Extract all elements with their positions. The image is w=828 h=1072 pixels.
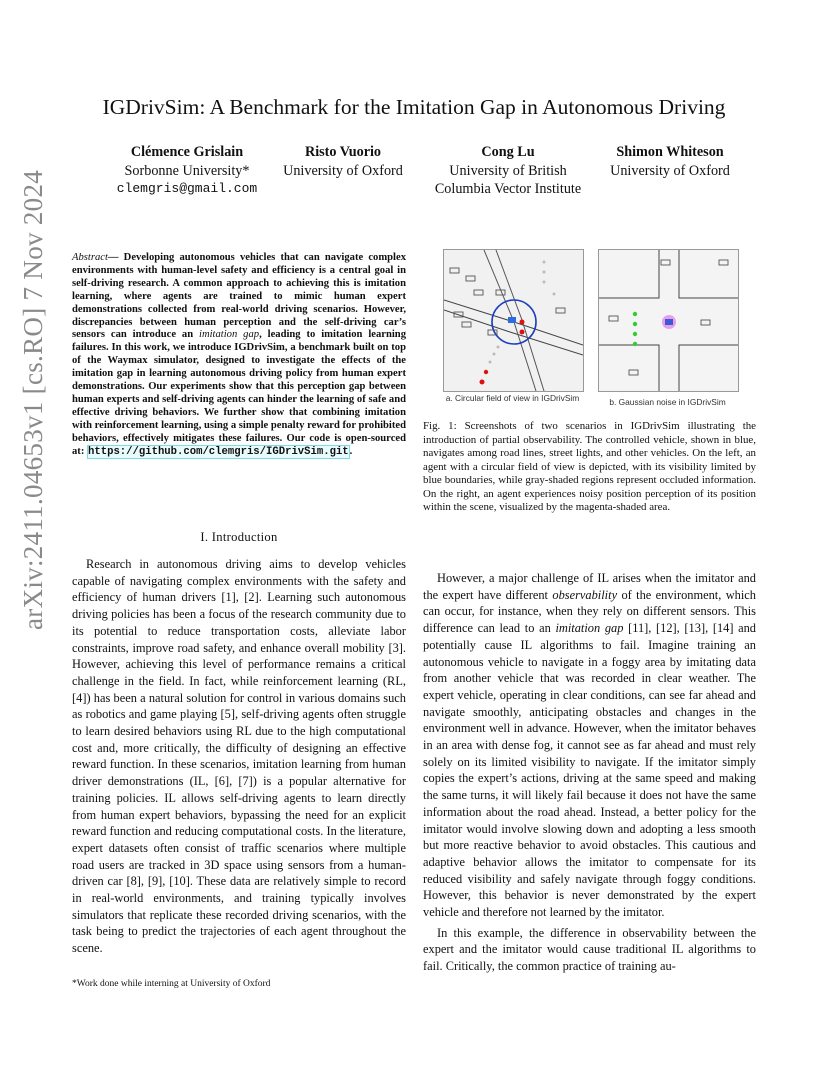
figure-panel-b (598, 249, 739, 392)
footnote: *Work done while interning at University of Oxford (72, 979, 271, 989)
figure-caption: Fig. 1: Screenshots of two scenarios in IGDrivSim illustrating the introduction of partial observability. The controlled vehicle, shown in blue, navigates among road lines, street lights, and other vehicles. On the left, an agent with a circular field of view is depicted, with its visibility limited by blue boundaries, while gray-shaded regions represent occluded information. On the right, an agent experiences noisy position perception of its position within the scene, visualized by the magenta-shaded area. (423, 420, 756, 513)
figure-panel-a (443, 249, 584, 392)
author-affiliation: University of Oxford (610, 162, 730, 179)
paragraph-2 (423, 570, 756, 921)
author-affiliation: University of Oxford (283, 162, 403, 179)
author-affiliation: University of British (449, 162, 567, 179)
subcaption-b: b. Gaussian noise in IGDrivSim (609, 397, 726, 407)
author-email: clemgris@gmail.com (116, 181, 258, 196)
emphasis-imitation-gap: imitation gap (555, 621, 624, 636)
paragraph-text: However, a major challenge of IL arises when the imitator and the expert have different (423, 571, 756, 602)
arxiv-identifier: arXiv:2411.04653v1 [cs.RO] 7 Nov 2024 (18, 169, 48, 630)
author-affiliation: Sorbonne University* (124, 162, 250, 179)
author-3 (418, 143, 598, 199)
abstract-text-2: , leading to imitation learning failures. In this work, we introduce IGDrivSim, a benchmark built on top of the Waymax simulator, designed to investigate the effects of the imitation gap in learning autonomous driving policy from human expert demonstrations. Our experiments show that this perception gap between human experts and self-driving agents can hinder the learning of safe and effective driving behaviors. We further show that combining imitation with reinforcement learning, using a simple penalty reward for prohibited behaviors, effectively mitigates these failures. Our code is open-sourced at: (72, 329, 406, 457)
driving-scene-a (444, 250, 583, 391)
section-heading-introduction: I. Introduction (200, 530, 278, 544)
author-name: Risto Vuorio (304, 144, 382, 160)
author-2 (270, 143, 416, 180)
abstract-text-1: — Developing autonomous vehicles that can navigate complex environments with human-level safety and efficiency is a central goal in self-driving research. A common approach to achieving this is imitation learning, where agents are trained to mimic human expert demonstrations collected from real-world driving scenarios. However, discrepancies between human perception and the self-driving car’s sensors can introduce an (72, 252, 406, 341)
author-affiliation-2: Columbia Vector Institute (434, 181, 582, 197)
paragraph-text: of the environment, which can occur, for instance, when they rely on different sensors. This difference can lead to an (423, 587, 756, 636)
author-name: Shimon Whiteson (616, 144, 724, 160)
author-name: Clémence Grislain (130, 144, 244, 160)
abstract (72, 252, 406, 459)
emphasis-observability: observability (552, 587, 618, 602)
author-4 (600, 143, 740, 180)
subcaption-a: a. Circular field of view in IGDrivSim (445, 393, 580, 403)
paper-title: IGDrivSim: A Benchmark for the Imitation Gap in Autonomous Driving (102, 95, 726, 119)
intro-column-2 (423, 570, 756, 975)
author-1 (92, 143, 282, 199)
paragraph-text: [11], [12], [13], [14] and potentially cause IL algorithms to fail. Imagine training an autonomous vehicle to navigate in a foggy area by imitating data from another vehicle that was recorded in clear weather. The expert vehicle, operating in clear conditions, can see far ahead and navigate smoothly, anticipating obstacles and changes in the environment well in advance. However, when the imitator behaves in an area with dense fog, it cannot see as far ahead and must rely solely on its limited visibility to navigate. If the imitator simply copies the expert’s actions, driving at the same speed and making the same turns, it will likely fail because it does not have the same information about the road ahead. Instead, a better policy for the imitator would involve slowing down and adopting a less smooth but more reactive behavior to avoid obstacles. This cautious and adaptive behavior allows the imitator to compensate for its reduced visibility and safely navigate through foggy conditions. However, this behavior is never demonstrated by the expert vehicle and therefore not learned by the imitator. (423, 621, 757, 920)
abstract-label: Abstract (72, 252, 108, 263)
code-link[interactable]: https://github.com/clemgris/IGDrivSim.git (88, 445, 349, 458)
intro-paragraph-1: Research in autonomous driving aims to develop vehicles capable of navigating complex environments with the safety and efficiency of human drivers [1], [2]. Learning such autonomous driving policies has been a focus of the research community due to its potential to reduce transportation costs, alleviate labor constraints, improve road safety, and enhance overall mobility [3]. However, achieving this level of performance remains a critical challenge in the field. In fact, while reinforcement learning (RL, [4]) has been a natural solution for control in various domains such as robotics and game playing [5], self-driving agents often struggle to learn desired behaviors using RL due to the high computational cost and, more critically, the difficulty of designing an effective reward function. In these scenarios, imitation learning from human driver demonstrations (IL, [6], [7]) is a popular alternative for training policies. IL allows self-driving agents to learn directly from human expert behaviors, bypassing the need for an explicit reward function and reducing computational costs. In the literature, expert datasets often consist of traffic scenarios where multiple road users are tracked in 3D space using sensors from a human-driven car [8], [9], [10]. These data are relatively simple to record in real-world environments, and training typically involves simulators that replicate these recorded driving scenarios, with the task being to predict the trajectories of each agent throughout the scene. (72, 557, 406, 956)
abstract-end: . (349, 445, 353, 457)
author-name: Cong Lu (481, 144, 535, 160)
driving-scene-b (599, 250, 738, 391)
paragraph-3: In this example, the difference in observability between the expert and the imitator would cause traditional IL algorithms to fail. Critically, the common practice of training au- (423, 925, 756, 974)
abstract-emphasis: imitation gap (199, 329, 260, 341)
